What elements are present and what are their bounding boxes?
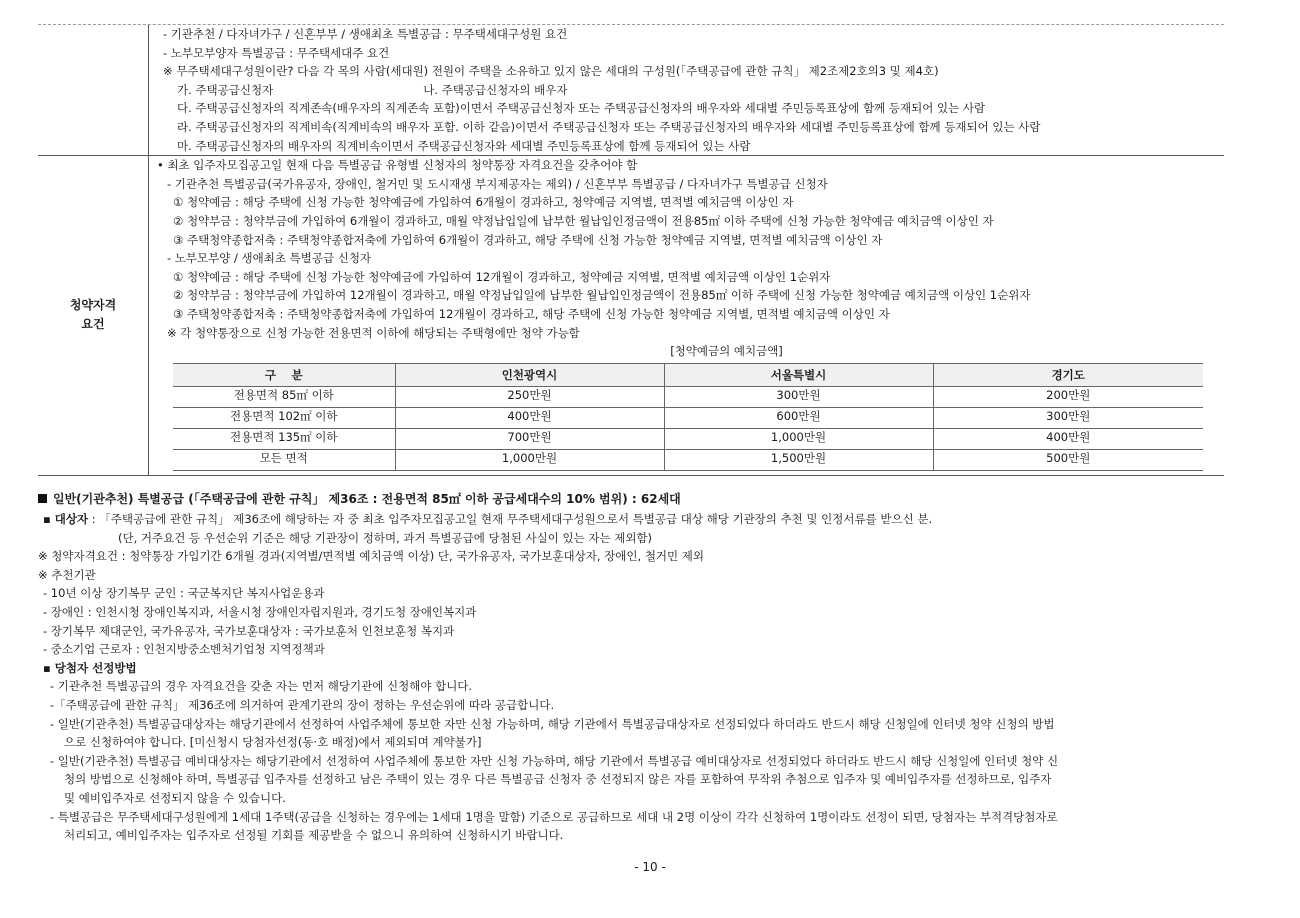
text-line: - 노부모부양 / 생애최초 특별공급 신청자 (167, 251, 372, 266)
agency-item: - 장애인 : 인천시청 장애인복지과, 서울시청 장애인자립지원과, 경기도청 장애인복지과 (43, 604, 477, 619)
method-item: - 특별공급은 무주택세대구성원에게 1세대 1주택(공급을 신청하는 경우에는 1세대 1명을 말함) 기준으로 공급하므로 세대 내 2명 이상이 각각 신청하여 1명이라도 선정이 되면, 당첨자는 부적격당첨자로 (50, 809, 1058, 824)
table-cell: 전용면적 135㎡ 이하 (173, 428, 395, 449)
table-header-cell: 서울특별시 (664, 363, 933, 386)
qualification-label-line2: 요건 (81, 317, 105, 332)
section-heading-text: 일반(기관추천) 특별공급 (「주택공급에 관한 규칙」 제36조 : 전용면적 85㎡ 이하 공급세대수의 10% 범위) : 62세대 (53, 492, 681, 506)
qualification-label-line1: 청약자격 (69, 298, 117, 313)
table-cell: 전용면적 85㎡ 이하 (173, 386, 395, 407)
table-header-cell: 구 분 (173, 363, 395, 386)
qualification-label-cell (38, 156, 149, 476)
method-item: - 일반(기관추천) 특별공급대상자는 해당기관에서 선정하여 사업주체에 통보한 자만 신청 가능하며, 해당 기관에서 특별공급대상자로 선정되었다 하더라도 반드시 해당 신청일에 인터넷 청약 신청의 방법 (50, 716, 1055, 731)
text-line: ③ 주택청약종합저축 : 주택청약종합저축에 가입하여 6개월이 경과하고, 해당 주택에 신청 가능한 청약예금 지역별, 면적별 예치금액 이상인 자 (173, 232, 883, 247)
agency-item: - 중소기업 근로자 : 인천지방중소벤처기업청 지역정책과 (43, 642, 325, 657)
text-line: ② 청약부금 : 청약부금에 가입하여 12개월이 경과하고, 매월 약정납입일에 납부한 월납입인정금액이 전용85㎡ 이하 주택에 신청 가능한 청약예금 예치금액 이상인 1순위자 (173, 288, 1031, 303)
page-number: - 10 - (634, 860, 666, 874)
method-item: -「주택공급에 관한 규칙」 제36조에 의거하여 관계기관의 장이 정하는 우선순위에 따라 공급합니다. (50, 697, 555, 712)
household-requirements-cell (149, 25, 1225, 156)
method-title: ▪ 당첨자 선정방법 (43, 660, 137, 675)
method-item-cont: 청의 방법으로 신청해야 하며, 특별공급 입주자를 선정하고 남은 주택이 있는 경우 다른 특별공급 신청자 중 선정되지 않은 자를 포함하여 무작위 추첨으로 입주자 및 예비입주자를 선정하므로, 입주자 (64, 772, 1052, 787)
table-row (173, 449, 1203, 470)
target-note: (단, 거주요건 등 우선순위 기준은 해당 기관장이 정하며, 과거 특별공급에 당첨된 사실이 있는 자는 제외함) (118, 530, 653, 545)
target-text: : 「주택공급에 관한 규칙」 제36조에 해당하는 자 중 최초 입주자모집공고일 현재 무주택세대구성원으로서 특별공급 대상 해당 기관장의 추천 및 인정서류를 받으신 분. (88, 512, 933, 526)
text-line: - 노부모부양자 특별공급 : 무주택세대주 요건 (163, 45, 390, 60)
text-line: ※ 무주택세대구성원이란? 다음 각 목의 사람(세대원) 전원이 주택을 소유하고 있지 않은 세대의 구성원(「주택공급에 관한 규칙」 제2조제2호의3 및 제4호) (163, 64, 939, 79)
item-ga: 가. 주택공급신청자 (177, 82, 274, 97)
table-cell: 300만원 (664, 386, 933, 407)
text-line: 다. 주택공급신청자의 직계존속(배우자의 직계존속 포함)이면서 주택공급신청자 또는 주택공급신청자의 배우자와 세대별 주민등록표상에 함께 등재되어 있는 사람 (177, 101, 986, 116)
text-line: 마. 주택공급신청자의 배우자의 직계비속이면서 주택공급신청자와 세대별 주민등록표상에 함께 등재되어 있는 사람 (177, 138, 751, 153)
table-cell: 300만원 (933, 407, 1203, 428)
target-line (38, 510, 1228, 529)
text-line (149, 81, 1224, 100)
method-item-cont: 및 예비입주자로 선정되지 않을 수 있습니다. (64, 790, 286, 805)
deposit-amount-table (173, 363, 1203, 471)
item-na: 나. 주택공급신청자의 배우자 (423, 82, 568, 97)
text-line: • 최초 입주자모집공고일 현재 다음 특별공급 유형별 신청자의 청약통장 자격요건을 갖추어야 함 (157, 158, 638, 173)
table-cell: 400만원 (395, 407, 664, 428)
text-line: 라. 주택공급신청자의 직계비속(직계비속의 배우자 포함. 이하 같음)이면서 주택공급신청자 또는 주택공급신청자의 배우자와 세대별 주민등록표상에 함께 등재되어 있는 사람 (177, 119, 1041, 134)
special-supply-section (38, 488, 1228, 845)
target-label: ▪ 대상자 (43, 512, 89, 526)
text-line: ③ 주택청약종합저축 : 주택청약종합저축에 가입하여 12개월이 경과하고, 해당 주택에 신청 가능한 청약예금 지역별, 면적별 예치금액 이상인 자 (173, 306, 890, 321)
black-square-icon (38, 494, 47, 503)
table-header-row (173, 363, 1203, 386)
table-cell: 모든 면적 (173, 449, 395, 470)
table-row (173, 428, 1203, 449)
table-row (173, 407, 1203, 428)
table-header-cell: 인천광역시 (395, 363, 664, 386)
agency-title: ※ 추천기관 (38, 567, 96, 582)
label-cell-empty (38, 25, 149, 156)
text-line: ① 청약예금 : 해당 주택에 신청 가능한 청약예금에 가입하여 12개월이 경과하고, 청약예금 지역별, 면적별 예치금액 이상인 1순위자 (173, 269, 831, 284)
text-line: - 기관추천 특별공급(국가유공자, 장애인, 철거민 및 도시재생 부지제공자는 제외) / 신혼부부 특별공급 / 다자녀가구 특별공급 신청자 (167, 176, 828, 191)
table-cell: 전용면적 102㎡ 이하 (173, 407, 395, 428)
table-cell: 500만원 (933, 449, 1203, 470)
table-cell: 1,000만원 (395, 449, 664, 470)
table-cell: 600만원 (664, 407, 933, 428)
table-cell: 1,500만원 (664, 449, 933, 470)
qualification-note: ※ 청약자격요건 : 청약통장 가입기간 6개월 경과(지역별/면적별 예치금액 이상) 단, 국가유공자, 국가보훈대상자, 장애인, 철거민 제외 (38, 549, 705, 564)
agency-item: - 장기복무 제대군인, 국가유공자, 국가보훈대상자 : 국가보훈처 인천보훈청 복지과 (43, 623, 455, 638)
text-line: ① 청약예금 : 해당 주택에 신청 가능한 청약예금에 가입하여 6개월이 경과하고, 청약예금 지역별, 면적별 예치금액 이상인 자 (173, 195, 794, 210)
method-item-cont: 처리되고, 예비입주자는 입주자로 선정될 기회를 제공받을 수 없으니 유의하여 신청하시기 바랍니다. (64, 828, 564, 843)
table-cell: 700만원 (395, 428, 664, 449)
method-item: - 일반(기관추천) 특별공급 예비대상자는 해당기관에서 선정하여 사업주체에 통보한 자만 신청 가능하며, 해당 기관에서 특별공급 예비대상자로 선정되었다 하더라도 반드시 해당 신청일에 인터넷 청약 신 (50, 753, 1059, 768)
table-caption: [청약예금의 예치금액] (670, 344, 783, 359)
table-cell: 250만원 (395, 386, 664, 407)
section-heading (38, 488, 1228, 510)
table-row (173, 386, 1203, 407)
table-cell: 1,000만원 (664, 428, 933, 449)
table-cell: 400만원 (933, 428, 1203, 449)
requirements-frame-table (38, 25, 1224, 476)
agency-item: - 10년 이상 장기복무 군인 : 국군복지단 복지사업운용과 (43, 586, 325, 601)
method-item-cont: 으로 신청하여야 합니다. [미신청시 당첨자선정(동·호 배정)에서 제외되며 계약불가] (64, 735, 482, 750)
table-header-cell: 경기도 (933, 363, 1203, 386)
text-line: ② 청약부금 : 청약부금에 가입하여 6개월이 경과하고, 매월 약정납입일에 납부한 월납입인정금액이 전용85㎡ 이하 주택에 신청 가능한 청약예금 예치금액 이상인 자 (173, 213, 994, 228)
qualification-content-cell (149, 156, 1225, 476)
text-line: ※ 각 청약통장으로 신청 가능한 전용면적 이하에 해당되는 주택형에만 청약 가능함 (167, 325, 580, 340)
method-item: - 기관추천 특별공급의 경우 자격요건을 갖춘 자는 먼저 해당기관에 신청해야 합니다. (50, 679, 473, 694)
text-line: - 기관추천 / 다자녀가구 / 신혼부부 / 생애최초 특별공급 : 무주택세대구성원 요건 (163, 27, 568, 41)
table-cell: 200만원 (933, 386, 1203, 407)
